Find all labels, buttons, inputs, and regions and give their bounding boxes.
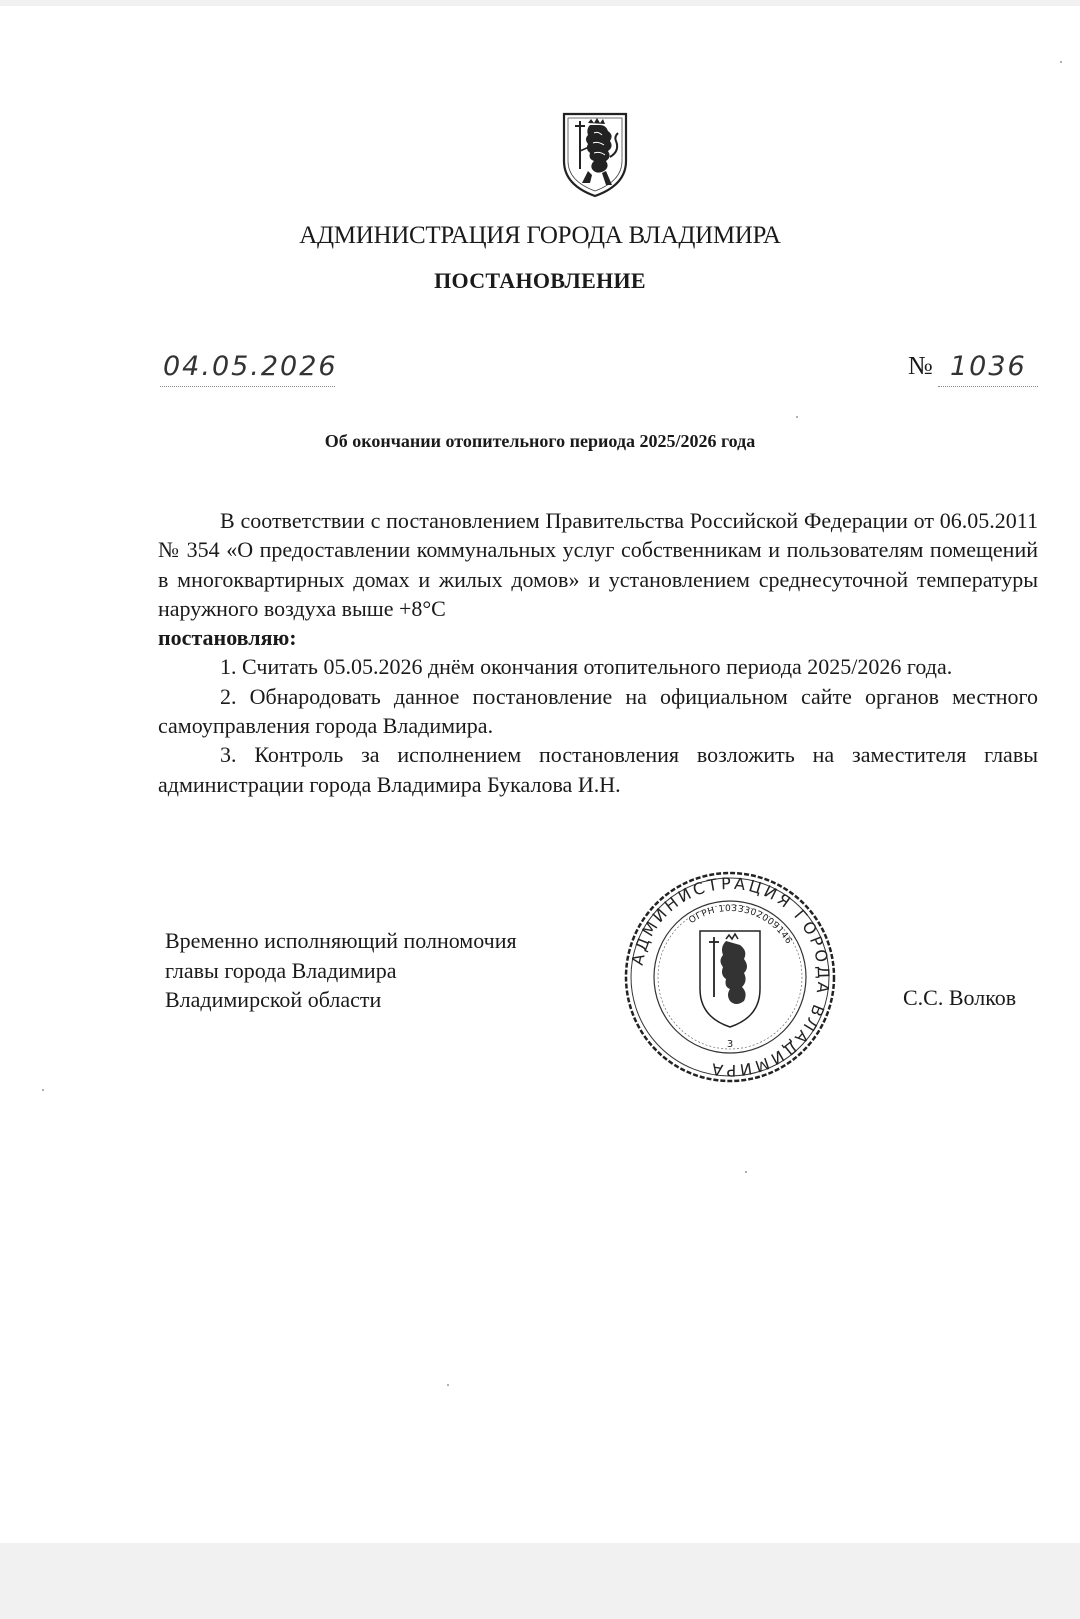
document-type: ПОСТАНОВЛЕНИЕ xyxy=(434,268,646,293)
document-date: 04.05.2026 xyxy=(163,351,338,382)
scan-speck xyxy=(42,1089,44,1091)
position-line: Временно исполняющий полномочия xyxy=(165,928,517,953)
signatory-position xyxy=(165,926,517,1015)
svg-text:ОГРН 1033302009146 xyxy=(687,904,793,946)
date-underline xyxy=(160,386,335,387)
order-item: 1. Считать 05.05.2026 днём окончания отопительного периода 2025/2026 года. xyxy=(220,654,953,680)
scan-speck xyxy=(796,416,798,418)
organization-name: АДМИНИСТРАЦИЯ ГОРОДА ВЛАДИМИРА xyxy=(299,222,781,249)
official-seal-icon xyxy=(622,869,838,1085)
seal-copy-mark: 3 xyxy=(726,1039,734,1050)
city-coat-of-arms-icon xyxy=(560,111,630,199)
document-number: 1036 xyxy=(950,351,1027,382)
position-line: Владимирской области xyxy=(165,987,382,1012)
document-body xyxy=(158,506,1038,799)
preamble-paragraph: В соответствии с постановлением Правительства Российской Федерации от 06.05.2011 № 354 «О предоставлении коммунальных услуг собственникам и пользователям помещений в многоквартирных домах и жилых домов» и установлением среднесуточной температуры наружного воздуха выше +8°С xyxy=(158,508,1038,621)
scan-speck xyxy=(745,1171,747,1173)
document-subject: Об окончании отопительного периода 2025/2026 года xyxy=(324,431,756,451)
order-item: 3. Контроль за исполнением постановления возложить на заместителя главы администрации города Владимира Букалова И.Н. xyxy=(158,742,1038,797)
scan-speck xyxy=(1060,61,1062,63)
document-page xyxy=(0,6,1080,1543)
position-line: главы города Владимира xyxy=(165,957,397,983)
order-item: 2. Обнародовать данное постановление на официальном сайте органов местного самоуправления города Владимира. xyxy=(158,683,1038,739)
signatory-name: С.С. Волков xyxy=(903,985,1017,1010)
number-sign: № xyxy=(908,351,933,380)
number-underline xyxy=(938,386,1038,387)
seal-ring-text: АДМИНИСТРАЦИЯ ГОРОДА ВЛАДИМИРА xyxy=(627,873,834,1081)
scan-speck xyxy=(447,1384,449,1386)
resolve-statement: постановляю: xyxy=(158,625,297,651)
seal-ogrn: ОГРН 1033302009146 xyxy=(687,903,794,947)
